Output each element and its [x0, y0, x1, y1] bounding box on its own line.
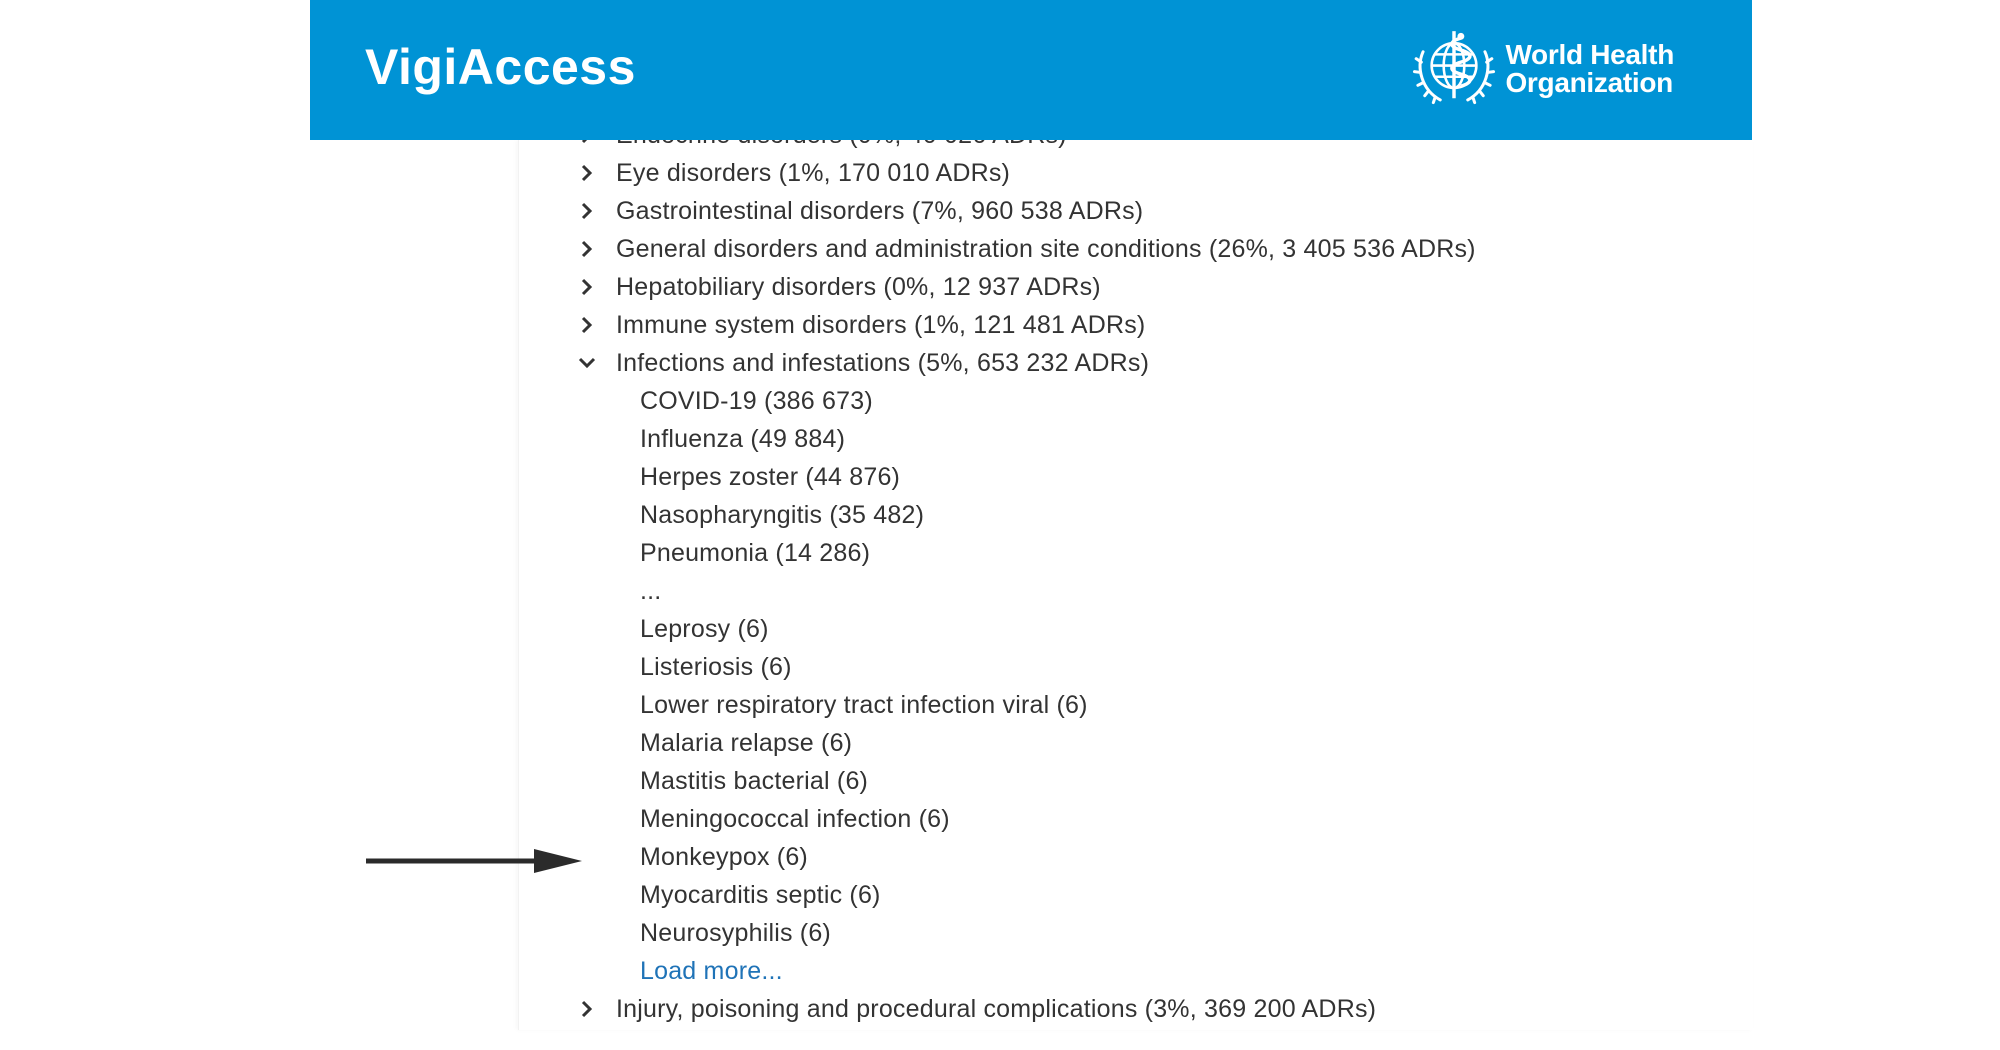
list-item[interactable]: Lower respiratory tract infection viral (6)	[640, 690, 1088, 719]
list-item[interactable]: Nasopharyngitis (35 482)	[640, 500, 925, 529]
list-item[interactable]: Listeriosis (6)	[640, 652, 792, 681]
list-item[interactable]: Pneumonia (14 286)	[640, 538, 871, 567]
list-item[interactable]: Influenza (49 884)	[640, 424, 846, 453]
list-item[interactable]: Leprosy (6)	[640, 614, 769, 643]
list-item[interactable]: Malaria relapse (6)	[640, 728, 853, 757]
category-label: Injury, poisoning and procedural complications (3%, 369 200 ADRs)	[616, 994, 1377, 1023]
who-name	[1505, 41, 1674, 97]
who-emblem-icon	[1411, 26, 1497, 112]
category-label: Eye disorders (1%, 170 010 ADRs)	[616, 158, 1011, 187]
who-name-line2: Organization	[1505, 67, 1673, 98]
category-row-eye[interactable]	[578, 154, 1010, 192]
category-row-injury[interactable]	[578, 990, 1376, 1028]
who-logo[interactable]	[1411, 26, 1674, 112]
category-row-gastrointestinal[interactable]	[578, 192, 1143, 230]
category-label: Infections and infestations (5%, 653 232 ADRs)	[616, 348, 1150, 377]
list-item[interactable]: COVID-19 (386 673)	[640, 386, 873, 415]
app-title[interactable]: VigiAccess	[365, 39, 636, 95]
app-header	[310, 0, 1752, 140]
category-row-general[interactable]	[578, 230, 1476, 268]
list-item[interactable]: Myocarditis septic (6)	[640, 880, 881, 909]
category-row-hepatobiliary[interactable]	[578, 268, 1101, 306]
category-label: Gastrointestinal disorders (7%, 960 538 ADRs)	[616, 196, 1144, 225]
load-more-link[interactable]: Load more...	[640, 956, 783, 985]
chevron-right-icon	[578, 240, 596, 258]
category-label: Immune system disorders (1%, 121 481 ADRs)	[616, 310, 1146, 339]
annotation-arrow-icon	[366, 846, 586, 876]
list-item[interactable]: Meningococcal infection (6)	[640, 804, 950, 833]
list-item-monkeypox[interactable]: Monkeypox (6)	[640, 842, 808, 871]
chevron-right-icon	[578, 278, 596, 296]
list-item[interactable]: Herpes zoster (44 876)	[640, 462, 901, 491]
ellipsis-separator: ...	[640, 576, 662, 605]
list-item[interactable]: Mastitis bacterial (6)	[640, 766, 869, 795]
category-label: Hepatobiliary disorders (0%, 12 937 ADRs)	[616, 272, 1101, 301]
chevron-right-icon	[578, 164, 596, 182]
who-name-line1: World Health	[1505, 39, 1674, 70]
chevron-right-icon	[578, 1000, 596, 1018]
chevron-right-icon	[578, 316, 596, 334]
category-row-infections[interactable]	[578, 344, 1149, 382]
category-row-immune[interactable]	[578, 306, 1145, 344]
chevron-right-icon	[578, 202, 596, 220]
list-item[interactable]: Neurosyphilis (6)	[640, 918, 831, 947]
chevron-down-icon	[578, 354, 596, 372]
category-label: General disorders and administration site conditions (26%, 3 405 536 ADRs)	[616, 234, 1476, 263]
